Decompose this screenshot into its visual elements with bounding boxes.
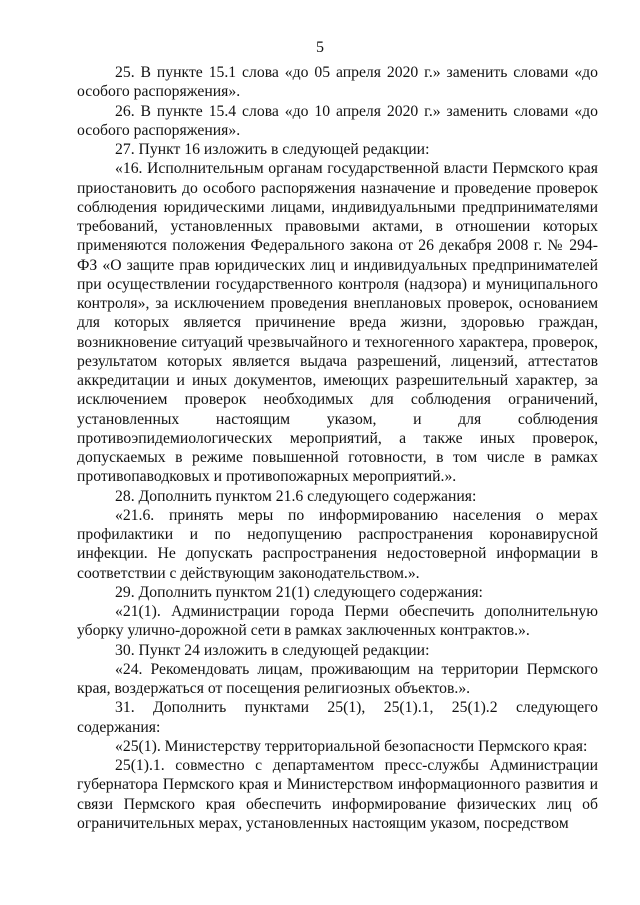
paragraph-21-1-text: «21(1). Администрации города Перми обеспечить дополнительную уборку улично-дорожной сети в рамках заключенных контрактов.». — [77, 603, 598, 640]
document-body — [77, 63, 598, 833]
paragraph-29: 29. Дополнить пунктом 21(1) следующего содержания: — [115, 583, 483, 601]
paragraph-26: 26. В пункте 15.4 слова «до 10 апреля 2020 г.» заменить словами «до особого распоряжения». — [77, 102, 598, 139]
paragraph-21-6-text: «21.6. принять меры по информированию населения о мерах профилактики и по недопущению распространения коронавирусной инфекции. Не допускать распространения недостоверной информации в соответствии с действующим законодательством.». — [77, 506, 598, 582]
paragraph-30: 30. Пункт 24 изложить в следующей редакции: — [115, 641, 430, 659]
paragraph-28: 28. Дополнить пунктом 21.6 следующего содержания: — [115, 487, 477, 505]
paragraph-16-text: «16. Исполнительным органам государственной власти Пермского края приостановить до особого распоряжения назначение и проведение проверок соблюдения юридическими лицами, индивидуальными предпринимателями требований, установленных правовыми актами, в отношении которых применяются положения Федерального закона от 26 декабря 2008 г. № 294-ФЗ «О защите прав юридических лиц и индивидуальных предпринимателей при осуществлении государственного контроля (надзора) и муниципального контроля», за исключением проведения внеплановых проверок, основанием для которых является причинение вреда жизни, здоровью граждан, возникновение ситуаций чрезвычайного и техногенного характера, проверок, результатом которых является выдача разрешений, лицензий, аттестатов аккредитации и иных документов, имеющих разрешительный характер, за исключением проверок необходимых для соблюдения ограничений, установленных настоящим указом, и для соблюдения противоэпидемиологических мероприятий, а также иных проверок, допускаемых в режиме повышенной готовности, в том числе в рамках противопаводковых и противопожарных мероприятий.». — [77, 160, 598, 486]
paragraph-24-text: «24. Рекомендовать лицам, проживающим на территории Пермского края, воздержаться от посещения религиозных объектов.». — [77, 660, 598, 697]
paragraph-31: 31. Дополнить пунктами 25(1), 25(1).1, 25(1).2 следующего содержания: — [77, 699, 598, 736]
paragraph-25-1-1-text: 25(1).1. совместно с департаментом пресс-службы Администрации губернатора Пермского края и Министерством информационного развития и связи Пермского края обеспечить информирование физических лиц об ограничительных мерах, установленных настоящим указом, посредством — [77, 757, 598, 832]
paragraph-25: 25. В пункте 15.1 слова «до 05 апреля 2020 г.» заменить словами «до особого распоряжения». — [77, 64, 598, 101]
paragraph-25-1-text: «25(1). Министерству территориальной безопасности Пермского края: — [115, 737, 588, 755]
paragraph-27: 27. Пункт 16 изложить в следующей редакции: — [115, 141, 430, 158]
page-number: 5 — [316, 39, 324, 56]
